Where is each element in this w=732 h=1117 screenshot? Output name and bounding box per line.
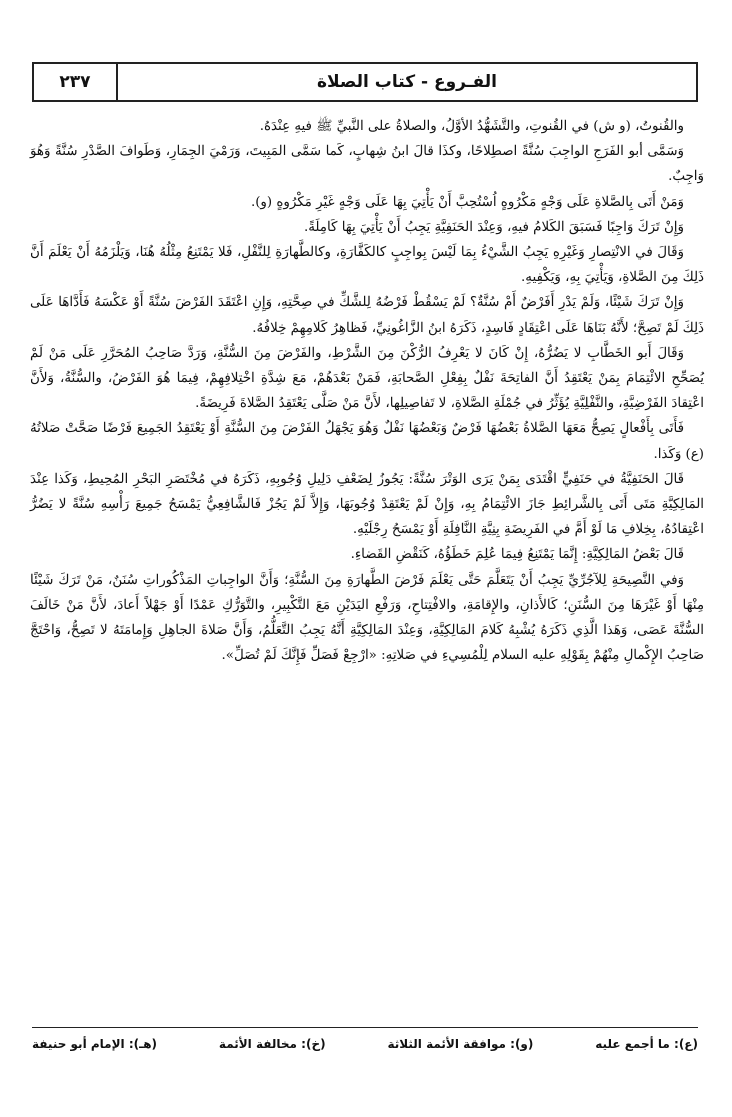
footer-divider <box>32 1027 698 1028</box>
footer-legend <box>32 1032 698 1056</box>
paragraph: وَقَالَ أَبو الخَطَّابِ لا يَضُرُّهُ، إِنْ كَانَ لا يَعْرِفُ الرُّكْنَ مِنَ الشَّرْطِ، والفَرْضَ مِنَ السُّنَّةِ، وَرَدَّ صَاحِبُ المُحَرَّرِ عَلَى مَنْ لَمْ يُصَحِّحِ الائْتِمَامَ بِمَنْ يَعْتَقِدُ أَنَّ الفاتِحَةَ نَفْلٌ بِفِعْلِ الصَّحابَةِ، فَمَنْ بَعْدَهُمْ، مَعَ شِدَّةِ اخْتِلافِهِمْ، فِيمَا هُوَ الفَرْضُ، والسُّنَّةُ، وَلأَنَّ اعْتِقادَ الفَرْضِيَّةِ، والنَّفْلِيَّةِ يُؤَثِّرُ في جُمْلَةِ الصَّلاةِ، لا تَفاصِيلِها، لأَنَّ مَنْ صَلَّى يَعْتَقِدُ الصَّلاةَ فَرِيضَةً. <box>30 345 704 412</box>
page-title: الفـروع - كتاب الصلاة <box>316 72 498 92</box>
legend-item-disagreement: (خ): مخالفة الأئمة <box>218 1037 326 1051</box>
paragraph: والقُنوتُ، (و ش) في القُنوتِ، والتَّشَهُّدُ الأوَّلُ، والصلاةُ على النَّبيِّ ﷺ فيهِ عِنْدَهُ. <box>259 119 684 134</box>
legend-item-agreement: (و): موافقة الأئمة الثلاثة <box>387 1037 534 1051</box>
legend-item-consensus: (ع): ما أجمع عليه <box>595 1037 698 1051</box>
paragraph: وَفي النَّصِيحَةِ لِلآجُرِّيِّ يَجِبُ أَنْ يَتَعَلَّمَ حَتَّى يَعْلَمَ فَرْضَ الطَّهارَةِ مِنَ السُّنَّةِ؛ وَأَنَّ الواجِباتِ المَذْكُوراتِ سُنَنٌ، مَنْ تَرَكَ شَيْئًا مِنْهَا أَوْ غَيْرَهَا مِنَ السُّنَنِ؛ كَالأَذانِ، والإِقامَةِ، والافْتِتاحِ، وَرَفْعِ اليَدَيْنِ مَعَ التَّكْبِيرِ، والتَّوَرُّكِ عَمْدًا أَوْ جَهْلاً أَعادَ، لأَنَّ مَنْ خَالَفَ السُّنَّةَ عَصَى، وَهَذا الَّذِي ذَكَرَهُ يُشْبِهُ كَلامَ المَالِكِيَّةِ، وَعِنْدَ المَالِكِيَّةِ أَنَّهُ يَجِبُ التَّعَلُّمُ، وَأَنَّ صَلاةَ الجاهِلِ وَإِمامَتَهُ لا تَصِحُّ، وَاحْتَجَّ صَاحِبُ الإِكْمالِ مِنْهُمْ بِقَوْلِهِ عليه السلام لِلْمُسِيءِ في صَلاتِهِ: «ارْجِعْ فَصَلِّ فَإِنَّكَ لَمْ تُصَلِّ». <box>30 572 704 664</box>
paragraph: قَالَ الحَنَفِيَّةُ في حَنَفِيٍّ اقْتَدَى بِمَنْ يَرَى الوَتْرَ سُنَّةً: يَجُوزُ لِضَعْفِ دَلِيلِ وُجُوبِهِ، ذَكَرَهُ في مُخْتَصَرِ البَحْرِ المُحِيطِ، وَكَذا عِنْدَ المَالِكِيَّةِ مَتَى أَتَى بِالشَّرائِطِ جَازَ الائْتِمَامُ بِهِ، وَإِنْ لَمْ يَعْتَقِدْ وُجُوبَهَا، وَإِلاَّ لَمْ يَجُزْ فَالشَّافِعِيُّ يَمْسَحُ جَمِيعَ رَأْسِهِ سُنَّةً لا يَضُرُّ اعْتِقادُهُ، بِخِلافِ مَا لَوْ أَمَّ في الفَرِيضَةِ بِنِيَّةِ النَّافِلَةِ أَوْ يَمْسَحُ رِجْلَيْهِ. <box>30 471 704 538</box>
page-number: ٢٣٧ <box>34 64 118 100</box>
paragraph: وَإِنْ تَرَكَ شَيْئًا، وَلَمْ يَدْرِ أَفَرْضٌ أَمْ سُنَّةٌ؟ لَمْ يَسْقُطْ فَرْضُهُ لِلشَّكِّ في صِحَّتِهِ، وَإِنِ اعْتَقَدَ الفَرْضَ سُنَّةً أَوْ عَكْسَهُ فَأَدَّاهَا عَلَى ذَلِكَ لَمْ تَصِحَّ؛ لأَنَّهُ بَنَاهَا عَلَى اعْتِقَادٍ فَاسِدٍ، ذَكَرَهُ ابنُ الزَّاغُونِيِّ، فَظاهِرُ كَلامِهِمْ خِلافُهُ. <box>30 295 704 336</box>
paragraph: وَإِنْ تَرَكَ وَاجِبًا فَسَبَقَ الكَلامُ فيهِ، وَعِنْدَ الحَنَفِيَّةِ يَجِبُ أَنْ يَأْتِيَ بِهَا كَامِلَةً. <box>303 219 684 235</box>
page-header <box>32 62 698 102</box>
paragraph: وَقَالَ في الانْتِصارِ وَغَيْرِهِ يَجِبُ الشَّيْءُ بِمَا لَيْسَ بِواجِبٍ كالكَفَّارَةِ، وكالطَّهارَةِ لِلنَّفْلِ، فَلا يَمْتَنِعُ مِثْلُهُ هُنَا، وَيَلْزَمُهُ أَنْ يَعْلَمَ أَنَّ ذَلِكَ مِنَ الصَّلاةِ، وَيَأْتِيَ بِهِ، وَيَكْفِيهِ. <box>30 245 704 286</box>
paragraph: قَالَ بَعْضُ المَالِكِيَّةِ: إِنَّمَا يَمْتَنِعُ فِيمَا عُلِمَ خَطَؤُهُ، كَنَقْضِ القَضاءِ. <box>350 547 684 563</box>
paragraph: وَمَنْ أَتَى بِالصَّلاةِ عَلَى وَجْهٍ مَكْرُوهٍ اُسْتُحِبَّ أَنْ يَأْتِيَ بِهَا عَلَى وَجْهٍ غَيْرِ مَكْرُوهٍ (و). <box>250 194 684 210</box>
body-text <box>30 114 704 668</box>
paragraph: فَأَتَى بِأَفْعالٍ يَصِحُّ مَعَهَا الصَّلاةُ بَعْضُهَا فَرْضٌ وَبَعْضُهَا نَفْلٌ وَهُوَ يَجْهَلُ الفَرْضَ مِنَ السُّنَّةِ أَوْ يَعْتَقِدُ الجَمِيعَ فَرْضًا صَحَّتْ صَلاتُهُ (ع) وَكَذا. <box>30 421 704 462</box>
paragraph: وَسَمَّى أبو الفَرَجِ الواجِبَ سُنَّةً اصطِلاحًا، وكذَا قالَ ابنُ شِهابٍ، كَما سَمَّى المَبِيتَ، وَرَمْيَ الجِمَارِ، وَطَوافَ الصَّدْرِ سُنَّةً وَهُوَ وَاجِبٌ. <box>30 144 704 185</box>
legend-item-abu-hanifa: (هـ): الإمام أبو حنيفة <box>32 1037 158 1051</box>
